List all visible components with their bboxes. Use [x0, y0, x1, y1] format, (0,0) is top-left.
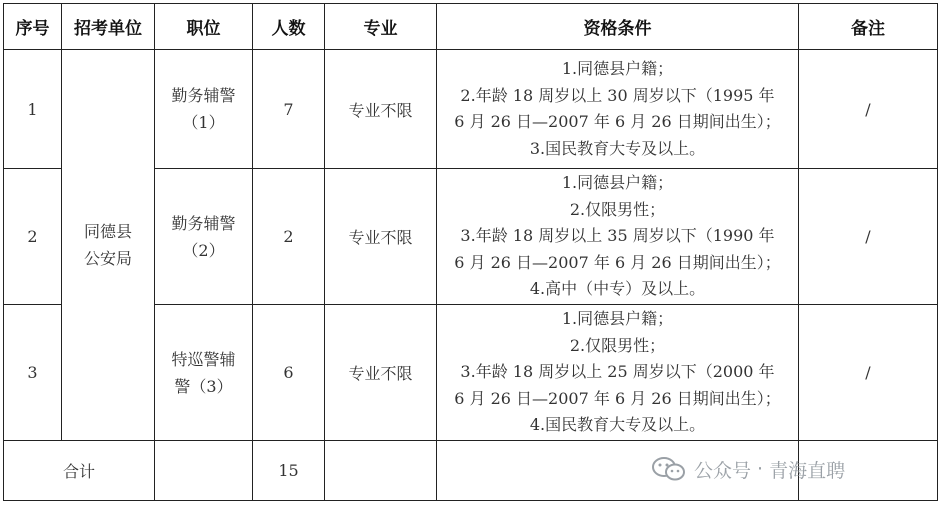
total-count: 15 [253, 441, 325, 501]
condition-line: 3.年龄 18 周岁以上 35 周岁以下（1990 年 [460, 226, 775, 246]
position-line: 勤务辅警 [171, 86, 236, 105]
note-cell: / [799, 169, 938, 305]
watermark [652, 454, 922, 484]
row-index: 1 [4, 50, 62, 169]
unit-name-line: 同德县 [83, 222, 132, 241]
major-cell: 专业不限 [325, 50, 437, 169]
recruitment-table [3, 3, 938, 501]
wechat-icon [652, 456, 686, 482]
total-position-empty [155, 441, 253, 501]
conditions-cell [437, 50, 799, 169]
table-row [4, 50, 938, 169]
position-line: 勤务辅警 [171, 213, 236, 233]
count-cell: 7 [253, 50, 325, 169]
condition-line: 6 月 26 日—2007 年 6 月 26 日期间出生）； [454, 388, 781, 408]
condition-line: 3.国民教育大专及以上。 [529, 138, 706, 158]
condition-line: 2.仅限男性； [569, 199, 666, 219]
unit-name-line: 公安局 [83, 249, 132, 268]
position-line: （2） [182, 240, 225, 260]
conditions-cell [437, 305, 799, 441]
note-cell: / [799, 50, 938, 169]
major-cell: 专业不限 [325, 169, 437, 305]
position-line: （1） [182, 113, 225, 132]
count-cell: 6 [253, 305, 325, 441]
row-index: 3 [4, 305, 62, 441]
header-index: 序号 [4, 4, 62, 50]
position-cell [155, 50, 253, 169]
header-notes: 备注 [799, 4, 938, 50]
count-cell: 2 [253, 169, 325, 305]
total-major-empty [325, 441, 437, 501]
watermark-account-name: 青海直聘 [769, 459, 846, 482]
position-cell [155, 169, 253, 305]
header-row [4, 4, 938, 50]
header-conditions: 资格条件 [437, 4, 799, 50]
condition-line: 6 月 26 日—2007 年 6 月 26 日期间出生）； [454, 112, 781, 131]
unit-cell [62, 50, 155, 441]
total-label: 合计 [4, 441, 155, 501]
condition-line: 1.同德县户籍； [561, 59, 674, 78]
condition-line: 2.仅限男性； [569, 335, 666, 355]
row-index: 2 [4, 169, 62, 305]
header-count: 人数 [253, 4, 325, 50]
position-line: 特巡警辅 [171, 349, 236, 369]
condition-line: 2.年龄 18 周岁以上 30 周岁以下（1995 年 [460, 85, 775, 105]
condition-line: 3.年龄 18 周岁以上 25 周岁以下（2000 年 [460, 362, 775, 382]
condition-line: 1.同德县户籍； [561, 173, 674, 193]
condition-line: 1.同德县户籍； [561, 309, 674, 329]
header-position: 职位 [155, 4, 253, 50]
watermark-account-label: 公众号 [694, 459, 752, 482]
major-cell: 专业不限 [325, 305, 437, 441]
note-cell: / [799, 305, 938, 441]
header-major: 专业 [325, 4, 437, 50]
watermark-separator: · [757, 458, 764, 480]
position-line: 警（3） [174, 376, 233, 396]
header-unit: 招考单位 [62, 4, 155, 50]
condition-line: 4.高中（中专）及以上。 [529, 279, 706, 299]
conditions-cell [437, 169, 799, 305]
position-cell [155, 305, 253, 441]
condition-line: 4.国民教育大专及以上。 [529, 415, 706, 435]
condition-line: 6 月 26 日—2007 年 6 月 26 日期间出生）； [454, 252, 781, 272]
